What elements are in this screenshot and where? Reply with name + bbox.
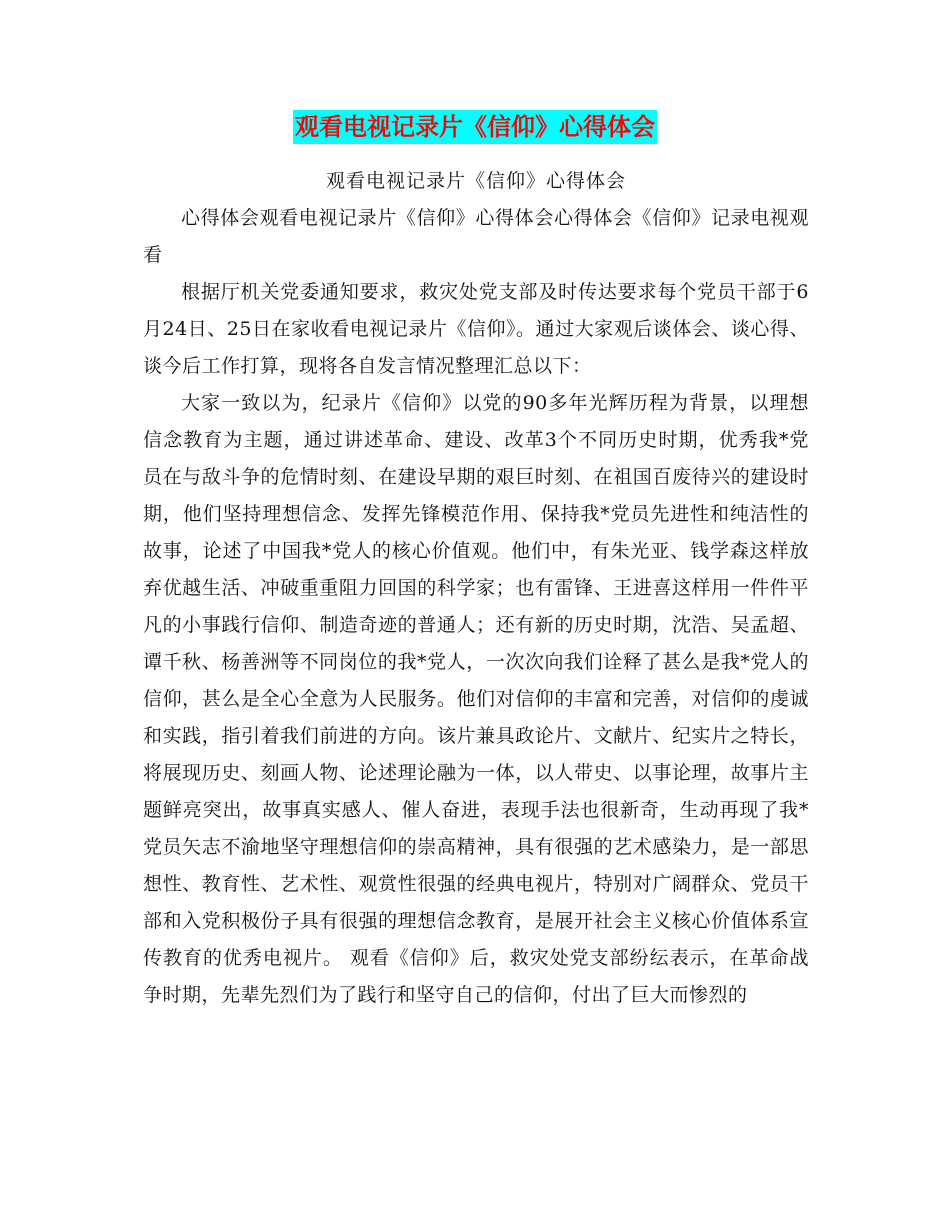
document-heading: [0, 110, 950, 144]
document-body: [143, 163, 809, 1014]
document-subtitle: 观看电视记录片《信仰》心得体会: [325, 170, 626, 192]
paragraph-main: 大家一致以为，纪录片《信仰》以党的90多年光辉历程为背景，以理想信念教育为主题，通过讲述革命、建设、改革3个不同历史时期，优秀我*党员在与敌斗争的危情时刻、在建设早期的艰巨时刻、在祖国百废待兴的建设时期，他们坚持理想信念、发挥先锋模范作用、保持我*党员先进性和纯洁性的故事，论述了中国我*党人的核心价值观。他们中，有朱光亚、钱学森这样放弃优越生活、冲破重重阻力回国的科学家；也有雷锋、王进喜这样用一件件平凡的小事践行信仰、制造奇迹的普通人；还有新的历史时期，沈浩、吴孟超、谭千秋、杨善洲等不同岗位的我*党人，一次次向我们诠释了甚么是我*党人的信仰，甚么是全心全意为人民服务。他们对信仰的丰富和完善，对信仰的虔诚和实践，指引着我们前进的方向。该片兼具政论片、文献片、纪实片之特长，将展现历史、刻画人物、论述理论融为一体，以人带史、以事论理，故事片主题鲜亮突出，故事真实感人、催人奋进，表现手法也很新奇，生动再现了我*党员矢志不渝地坚守理想信仰的崇高精神，具有很强的艺术感染力，是一部思想性、教育性、艺术性、观赏性很强的经典电视片，特别对广阔群众、党员干部和入党积极份子具有很强的理想信念教育，是展开社会主义核心价值体系宣传教育的优秀电视片。 观看《信仰》后，救灾处党支部纷纭表示，在革命战争时期，先辈先烈们为了践行和坚守自己的信仰，付出了巨大而惨烈的: [143, 392, 809, 1006]
paragraph-intro: 根据厅机关党委通知要求，救灾处党支部及时传达要求每个党员干部于6月24日、25日在家收看电视记录片《信仰》。通过大家观后谈体会、谈心得、谈今后工作打算，现将各自发言情况整理汇总以下：: [143, 281, 809, 377]
heading-text: 观看电视记录片《信仰》心得体会: [293, 110, 657, 144]
paragraph-keywords: 心得体会观看电视记录片《信仰》心得体会心得体会《信仰》记录电视观看: [143, 207, 809, 266]
